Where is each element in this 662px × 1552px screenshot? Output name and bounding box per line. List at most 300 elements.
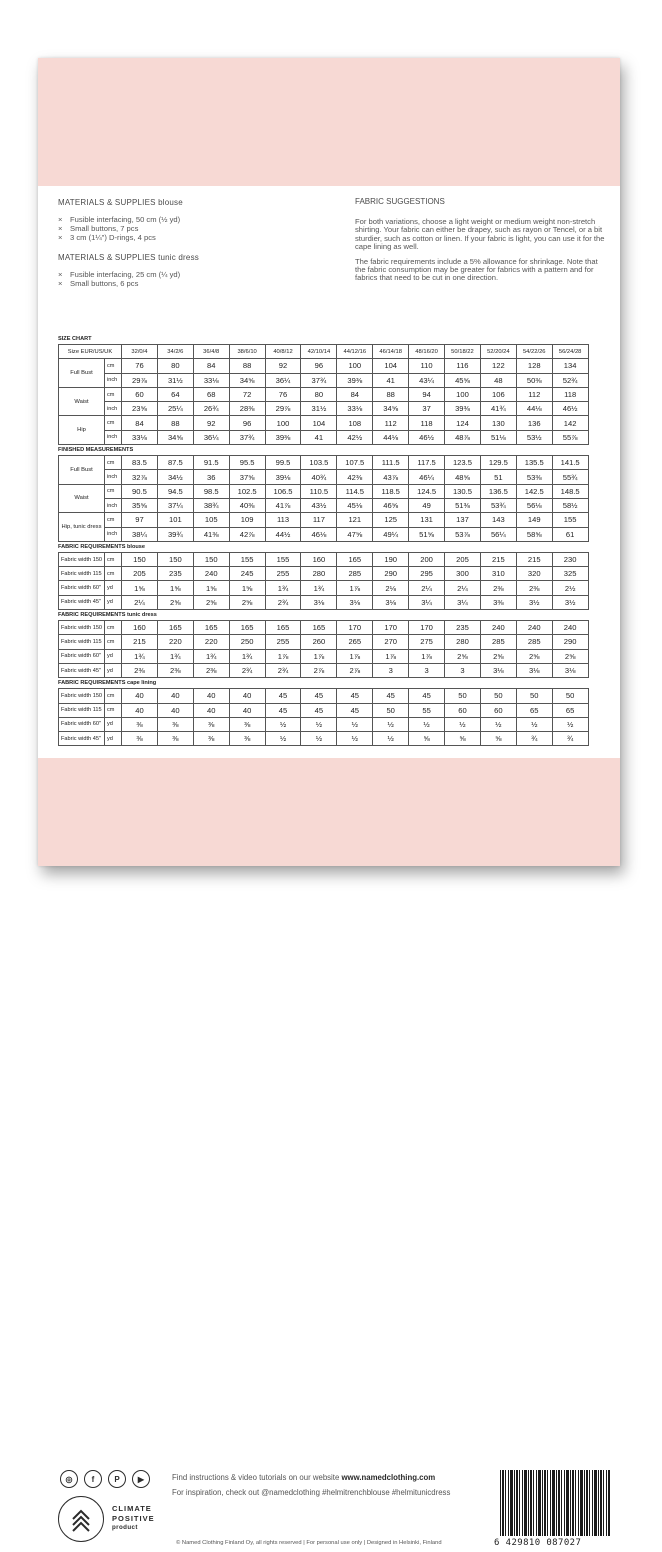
unit-label: cm [105, 689, 122, 703]
table-cell: 280 [445, 635, 481, 649]
table-cell: ½ [552, 717, 588, 731]
table-cell: 310 [480, 567, 516, 581]
table-cell: 1¾ [193, 649, 229, 663]
table-cell: 1⅝ [122, 581, 158, 595]
table-cell: 290 [373, 567, 409, 581]
table-cell: 37 [409, 402, 445, 416]
table-cell: 215 [122, 635, 158, 649]
table-cell: 325 [552, 567, 588, 581]
materials-section [58, 198, 348, 299]
table-cell: ⅜ [193, 717, 229, 731]
table-cell: 72 [229, 387, 265, 401]
table-row [59, 621, 589, 635]
table-cell: 275 [409, 635, 445, 649]
table-cell: 26¾ [193, 402, 229, 416]
pattern-back-sheet [38, 58, 620, 1548]
size-header: 46/14/18 [373, 345, 409, 359]
table-cell: 143 [480, 513, 516, 527]
table-cell: 170 [337, 621, 373, 635]
table-cell: ½ [301, 732, 337, 746]
table-cell: 1¾ [157, 649, 193, 663]
table-cell: 285 [516, 635, 552, 649]
unit-label: cm [105, 359, 122, 373]
table-cell: 3⅛ [516, 663, 552, 677]
table-cell: 155 [265, 552, 301, 566]
table-cell: ¾ [552, 732, 588, 746]
table-cell: 51 [480, 470, 516, 484]
table-cell: 155 [552, 513, 588, 527]
table-cell: 37¼ [157, 498, 193, 512]
table-cell: 1⅞ [337, 649, 373, 663]
fabric-suggestions-title: FABRIC SUGGESTIONS [355, 197, 445, 206]
facebook-icon[interactable]: f [84, 1470, 102, 1488]
social-icons [60, 1470, 150, 1488]
table-cell: 122 [480, 359, 516, 373]
table-cell: 40⅜ [229, 498, 265, 512]
table-cell: 45 [301, 689, 337, 703]
unit-label: cm [105, 456, 122, 470]
table-cell: 98.5 [193, 484, 229, 498]
table-cell: 46½ [552, 402, 588, 416]
unit-label: cm [105, 484, 122, 498]
table-cell: 123.5 [445, 456, 481, 470]
table-cell: 3 [445, 663, 481, 677]
list-item: × Fusible interfacing, 50 cm (½ yd) [58, 215, 181, 224]
table-cell: 142 [552, 416, 588, 430]
list-item: × Fusible interfacing, 25 cm (¼ yd) [58, 270, 181, 279]
table-row [59, 484, 589, 498]
unit-label: cm [105, 621, 122, 635]
table-cell: ¾ [516, 732, 552, 746]
table-cell: 60 [480, 703, 516, 717]
table-cell: 55¾ [552, 470, 588, 484]
table-cell: 97 [122, 513, 158, 527]
table-cell: 38¾ [193, 498, 229, 512]
table-cell: 250 [229, 635, 265, 649]
table-cell: 121 [337, 513, 373, 527]
table-cell: 37¾ [229, 430, 265, 444]
table-cell: 3⅛ [337, 595, 373, 609]
table-cell: 80 [301, 387, 337, 401]
row-label: Hip, tunic dress [59, 513, 105, 542]
table-cell: 53⅞ [445, 527, 481, 541]
table-cell: 3 [373, 663, 409, 677]
row-label: Waist [59, 484, 105, 513]
table-cell: 43½ [301, 498, 337, 512]
table-cell: 135.5 [516, 456, 552, 470]
fabric-blouse-title: FABRIC REQUIREMENTS blouse [58, 543, 146, 550]
table-cell: 280 [301, 567, 337, 581]
table-cell: 23⅝ [122, 402, 158, 416]
table-cell: 2⅜ [480, 581, 516, 595]
table-cell: 40 [157, 703, 193, 717]
unit-label: cm [105, 387, 122, 401]
table-cell: 160 [301, 552, 337, 566]
table-cell: ⅜ [229, 732, 265, 746]
table-cell: 260 [301, 635, 337, 649]
table-cell: 134 [552, 359, 588, 373]
fabric-blouse-table [58, 552, 589, 610]
table-cell: 40 [229, 703, 265, 717]
fabric-paragraph-2: The fabric requirements include a 5% allowance for shrinkage. Note that the fabric consumption may be greater for fabrics with a pattern and for fabrics that need to be cut in one direction. [355, 257, 598, 283]
table-cell: 100 [337, 359, 373, 373]
table-cell: 36¼ [193, 430, 229, 444]
table-cell: 50 [373, 703, 409, 717]
table-cell: 2⅝ [516, 649, 552, 663]
table-cell: 100 [445, 387, 481, 401]
table-cell: 28⅜ [229, 402, 265, 416]
table-row [59, 373, 589, 387]
table-cell: 32⅞ [122, 470, 158, 484]
table-cell: 96 [229, 416, 265, 430]
table-row [59, 567, 589, 581]
table-cell: 50 [516, 689, 552, 703]
row-label: Fabric width 60" [59, 649, 105, 663]
table-cell: 110.5 [301, 484, 337, 498]
size-header: 56/24/28 [552, 345, 588, 359]
table-row [59, 732, 589, 746]
table-row [59, 689, 589, 703]
table-cell: ½ [516, 717, 552, 731]
table-cell: ½ [337, 717, 373, 731]
table-cell: 3¼ [409, 595, 445, 609]
table-cell: 56¼ [480, 527, 516, 541]
table-cell: 205 [445, 552, 481, 566]
table-cell: 230 [552, 552, 588, 566]
table-cell: 33⅛ [337, 402, 373, 416]
table-cell: 1¾ [122, 649, 158, 663]
fabric-dress-title: FABRIC REQUIREMENTS tunic dress [58, 612, 157, 619]
table-row [59, 345, 589, 359]
table-row [59, 416, 589, 430]
table-cell: 2¾ [265, 595, 301, 609]
table-cell: 40 [122, 689, 158, 703]
instagram-icon[interactable]: ◎ [60, 1470, 78, 1488]
table-cell: 3¼ [445, 595, 481, 609]
table-cell: 255 [265, 635, 301, 649]
row-label: Waist [59, 387, 105, 416]
table-cell: 2⅝ [445, 649, 481, 663]
table-cell: 2⅝ [193, 595, 229, 609]
table-cell: 3½ [516, 595, 552, 609]
table-cell: 84 [122, 416, 158, 430]
size-header: 54/22/26 [516, 345, 552, 359]
table-cell: 91.5 [193, 456, 229, 470]
table-row [59, 649, 589, 663]
table-row [59, 703, 589, 717]
table-cell: 2⅜ [516, 581, 552, 595]
table-cell: 88 [373, 387, 409, 401]
table-cell: 112 [516, 387, 552, 401]
table-cell: 129.5 [480, 456, 516, 470]
table-cell: 165 [229, 621, 265, 635]
unit-label: yd [105, 649, 122, 663]
table-cell: ½ [265, 717, 301, 731]
table-cell: 41 [373, 373, 409, 387]
table-cell: 3⅜ [480, 595, 516, 609]
table-cell: 53½ [516, 430, 552, 444]
table-row [59, 430, 589, 444]
unit-label: inch [105, 373, 122, 387]
table-cell: 170 [373, 621, 409, 635]
table-cell: 150 [157, 552, 193, 566]
table-cell: 51⅜ [445, 498, 481, 512]
size-header-label: Size EUR/US/UK [59, 345, 122, 359]
size-header: 44/12/16 [337, 345, 373, 359]
table-cell: 80 [157, 359, 193, 373]
table-cell: 65 [552, 703, 588, 717]
table-cell: 2¼ [409, 581, 445, 595]
table-cell: 148.5 [552, 484, 588, 498]
youtube-icon[interactable]: ▶ [132, 1470, 150, 1488]
unit-label: cm [105, 635, 122, 649]
table-cell: 40 [157, 689, 193, 703]
barcode [494, 1466, 612, 1552]
table-cell: 118.5 [373, 484, 409, 498]
website-link[interactable]: www.namedclothing.com [341, 1473, 436, 1482]
row-label: Hip [59, 416, 105, 445]
size-header: 42/10/14 [301, 345, 337, 359]
table-cell: 124 [445, 416, 481, 430]
materials-blouse-title: MATERIALS & SUPPLIES blouse [58, 198, 183, 207]
table-cell: 1⅝ [229, 581, 265, 595]
table-row [59, 717, 589, 731]
table-cell: 45 [265, 689, 301, 703]
table-cell: 41 [301, 430, 337, 444]
table-cell: 33⅛ [122, 430, 158, 444]
table-cell: 130.5 [445, 484, 481, 498]
fabric-cape-title: FABRIC REQUIREMENTS cape lining [58, 680, 157, 687]
table-row [59, 527, 589, 541]
table-cell: ⅝ [445, 732, 481, 746]
table-cell: 141.5 [552, 456, 588, 470]
table-cell: 3⅛ [373, 595, 409, 609]
table-cell: 40¾ [301, 470, 337, 484]
table-cell: 1⅝ [157, 581, 193, 595]
table-cell: 40 [122, 703, 158, 717]
table-cell: 215 [480, 552, 516, 566]
table-cell: 103.5 [301, 456, 337, 470]
table-cell: ⅝ [480, 732, 516, 746]
table-cell: 46¼ [409, 470, 445, 484]
table-cell: 190 [373, 552, 409, 566]
table-cell: 109 [229, 513, 265, 527]
copyright: © Named Clothing Finland Oy, all rights reserved | For personal use only | Designed in Helsinki, Finland [176, 1540, 442, 1546]
inspiration-line: For inspiration, check out @namedclothing #helmitrenchblouse #helmitunicdress [172, 1488, 451, 1497]
unit-label: cm [105, 567, 122, 581]
table-cell: 84 [337, 387, 373, 401]
table-cell: 2⅜ [193, 663, 229, 677]
table-cell: 290 [552, 635, 588, 649]
size-header: 40/8/12 [265, 345, 301, 359]
table-cell: 150 [193, 552, 229, 566]
table-cell: 45 [337, 689, 373, 703]
unit-label: inch [105, 527, 122, 541]
table-cell: 3½ [552, 595, 588, 609]
row-label: Full Bust [59, 456, 105, 485]
row-label: Fabric width 60" [59, 717, 105, 731]
table-cell: 110 [409, 359, 445, 373]
table-cell: 56⅛ [516, 498, 552, 512]
table-cell: ⅜ [122, 717, 158, 731]
table-cell: 100 [265, 416, 301, 430]
table-cell: 40 [229, 689, 265, 703]
table-cell: 104 [301, 416, 337, 430]
table-cell: 34½ [157, 470, 193, 484]
table-cell: 2⅝ [552, 649, 588, 663]
table-cell: 240 [516, 621, 552, 635]
table-cell: 285 [480, 635, 516, 649]
table-cell: 31½ [157, 373, 193, 387]
footer-info [172, 1470, 450, 1500]
table-cell: 29⅞ [122, 373, 158, 387]
table-cell: 205 [122, 567, 158, 581]
row-label: Fabric width 45" [59, 732, 105, 746]
table-cell: 36 [193, 470, 229, 484]
table-cell: 46⅛ [301, 527, 337, 541]
table-cell: 136 [516, 416, 552, 430]
barcode-number: 6 429810 087027 [494, 1538, 582, 1548]
table-cell: 3⅛ [552, 663, 588, 677]
table-cell: 2¼ [122, 595, 158, 609]
table-cell: 52¾ [552, 373, 588, 387]
table-cell: 42⅞ [229, 527, 265, 541]
table-cell: 45 [373, 689, 409, 703]
table-cell: 3 [409, 663, 445, 677]
row-label: Fabric width 150 [59, 552, 105, 566]
table-cell: 48 [480, 373, 516, 387]
table-cell: 50 [480, 689, 516, 703]
table-cell: 130 [480, 416, 516, 430]
table-cell: 37¾ [301, 373, 337, 387]
table-cell: 76 [122, 359, 158, 373]
table-cell: 265 [337, 635, 373, 649]
table-cell: 64 [157, 387, 193, 401]
table-cell: 2⅞ [337, 663, 373, 677]
table-cell: 31½ [301, 402, 337, 416]
table-cell: 2⅜ [157, 663, 193, 677]
table-cell: 2⅝ [480, 649, 516, 663]
table-cell: 53¾ [480, 498, 516, 512]
table-cell: ½ [301, 717, 337, 731]
table-cell: 2⅝ [229, 595, 265, 609]
table-cell: 2⅞ [301, 663, 337, 677]
table-cell: 76 [265, 387, 301, 401]
table-cell: 88 [157, 416, 193, 430]
finished-title: FINISHED MEASUREMENTS [58, 447, 134, 454]
row-label: Fabric width 150 [59, 689, 105, 703]
table-cell: 58½ [552, 498, 588, 512]
size-header: 38/6/10 [229, 345, 265, 359]
table-cell: 53⅜ [516, 470, 552, 484]
table-cell: 41¾ [480, 402, 516, 416]
table-cell: 46⅝ [373, 498, 409, 512]
size-chart-table [58, 344, 589, 445]
climate-text: CLIMATE POSITIVE product [112, 1504, 155, 1531]
table-cell: 45 [409, 689, 445, 703]
table-cell: 245 [229, 567, 265, 581]
table-cell: 2¾ [229, 663, 265, 677]
size-header: 34/2/6 [157, 345, 193, 359]
table-row [59, 359, 589, 373]
table-cell: 1¾ [301, 581, 337, 595]
table-cell: ½ [337, 732, 373, 746]
table-cell: 60 [445, 703, 481, 717]
table-cell: 48⅝ [445, 470, 481, 484]
table-cell: 45⅛ [337, 498, 373, 512]
table-cell: 1⅝ [193, 581, 229, 595]
table-cell: 165 [265, 621, 301, 635]
table-cell: ⅝ [409, 732, 445, 746]
table-cell: 1⅞ [265, 649, 301, 663]
table-cell: 1¾ [265, 581, 301, 595]
size-header: 52/20/24 [480, 345, 516, 359]
table-cell: 50⅜ [516, 373, 552, 387]
table-cell: 42½ [337, 430, 373, 444]
table-cell: ⅜ [193, 732, 229, 746]
table-cell: 240 [193, 567, 229, 581]
table-cell: 235 [157, 567, 193, 581]
table-cell: 51⅛ [480, 430, 516, 444]
table-cell: 155 [229, 552, 265, 566]
table-cell: ⅜ [229, 717, 265, 731]
table-cell: 43⅞ [373, 470, 409, 484]
table-cell: 41⅞ [265, 498, 301, 512]
table-cell: 94.5 [157, 484, 193, 498]
table-cell: 104 [373, 359, 409, 373]
row-label: Fabric width 115 [59, 703, 105, 717]
unit-label: yd [105, 717, 122, 731]
table-cell: 40 [193, 703, 229, 717]
table-cell: 47⅝ [337, 527, 373, 541]
table-cell: 118 [552, 387, 588, 401]
table-cell: 94 [409, 387, 445, 401]
table-cell: 44⅛ [373, 430, 409, 444]
table-cell: 88 [229, 359, 265, 373]
table-cell: 105 [193, 513, 229, 527]
table-cell: 34⅝ [157, 430, 193, 444]
top-banner [38, 58, 620, 186]
table-cell: 2¾ [265, 663, 301, 677]
table-cell: 39⅜ [265, 430, 301, 444]
table-cell: ½ [445, 717, 481, 731]
pinterest-icon[interactable]: P [108, 1470, 126, 1488]
table-cell: 106 [480, 387, 516, 401]
table-cell: 108 [337, 416, 373, 430]
unit-label: inch [105, 470, 122, 484]
table-cell: ½ [373, 717, 409, 731]
list-item: × Small buttons, 6 pcs [58, 279, 139, 288]
table-cell: 37⅝ [229, 470, 265, 484]
table-row [59, 595, 589, 609]
table-cell: 38¼ [122, 527, 158, 541]
table-cell: 58⅝ [516, 527, 552, 541]
table-cell: 49 [409, 498, 445, 512]
table-row [59, 581, 589, 595]
unit-label: inch [105, 430, 122, 444]
table-cell: 41⅜ [193, 527, 229, 541]
table-cell: 1⅞ [301, 649, 337, 663]
table-row [59, 402, 589, 416]
table-cell: 116 [445, 359, 481, 373]
table-cell: 150 [122, 552, 158, 566]
table-cell: 34⅝ [229, 373, 265, 387]
table-row [59, 513, 589, 527]
table-cell: 44½ [265, 527, 301, 541]
table-cell: 35⅝ [122, 498, 158, 512]
size-and-fabric-chart [58, 334, 588, 746]
table-cell: 65 [516, 703, 552, 717]
